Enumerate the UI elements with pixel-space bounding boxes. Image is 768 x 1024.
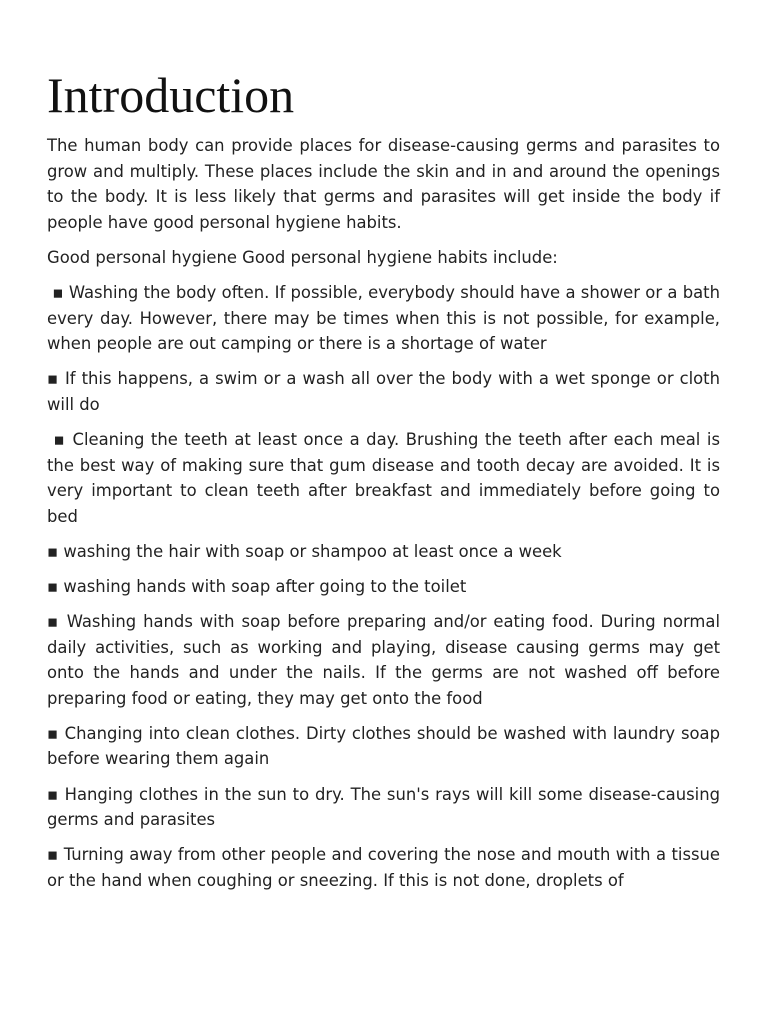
list-item-swim-or-wash: ▪ If this happens, a swim or a wash all over the body with a wet sponge or cloth will do: [47, 369, 720, 414]
list-item-cleaning-teeth: ▪ Cleaning the teeth at least once a day. Brushing the teeth after each meal is the best way of making sure that gum disease and tooth decay are avoided. It is very important to clean teeth after breakfast and immediately before going to bed: [47, 429, 726, 526]
intro-paragraph: The human body can provide places for disease-causing germs and parasites to grow and multiply. These places include the skin and in and around the openings to the body. It is less likely that germs and parasites will get inside the body if people have good personal hygiene habits.: [47, 136, 720, 232]
list-item-washing-hands-toilet: ▪ washing hands with soap after going to the toilet: [47, 576, 467, 596]
body-text: [47, 133, 726, 903]
list-item-washing-body: ▪ Washing the body often. If possible, everybody should have a shower or a bath every day. However, there may be times when this is not possible, for example, when people are out camping or there is a shortage of water: [47, 282, 726, 354]
list-item-hanging-clothes: ▪ Hanging clothes in the sun to dry. The sun's rays will kill some disease-causing germs and parasites: [47, 784, 720, 830]
list-item-clean-clothes: ▪ Changing into clean clothes. Dirty clothes should be washed with laundry soap before wearing them again: [47, 723, 720, 769]
list-item-covering-nose-mouth: ▪ Turning away from other people and covering the nose and mouth with a tissue or the hand when coughing or sneezing. If this is not done, droplets of: [47, 845, 720, 890]
list-item-washing-hands-food: ▪ Washing hands with soap before preparing and/or eating food. During normal daily activities, such as working and playing, disease causing germs may get onto the hands and under the nails. If the germs are not washed off before preparing food or eating, they may get onto the food: [47, 612, 720, 708]
page-title: Introduction: [47, 67, 295, 123]
list-item-washing-hair: ▪ washing the hair with soap or shampoo at least once a week: [47, 541, 562, 561]
hygiene-habits-heading: Good personal hygiene Good personal hygiene habits include:: [47, 247, 558, 267]
